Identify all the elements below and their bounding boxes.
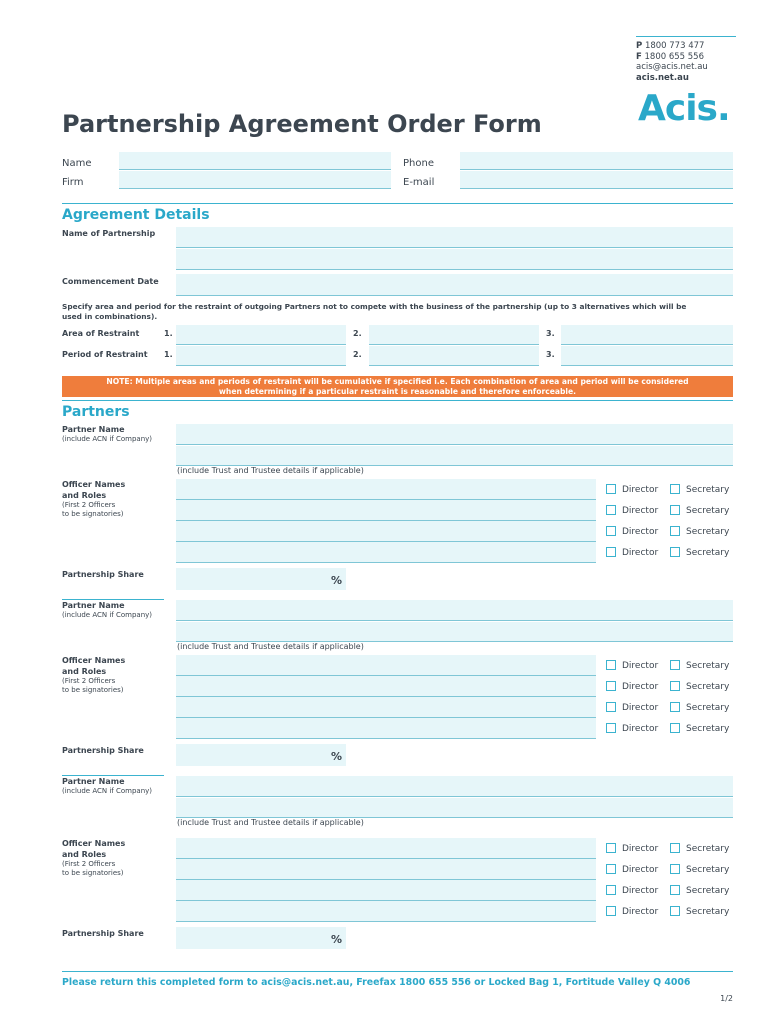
partner-name-label: Partner Name bbox=[62, 425, 125, 434]
officer-signatories-note-2: to be signatories) bbox=[62, 686, 124, 694]
period-number-3: 3. bbox=[546, 350, 555, 359]
footer-divider bbox=[62, 971, 733, 972]
note-line-2: when determining if a particular restraint is reasonable and therefore enforceable. bbox=[218, 386, 577, 396]
period-field-2[interactable] bbox=[369, 346, 539, 366]
officer-signatories-note-1: (First 2 Officers bbox=[62, 860, 116, 868]
firm-label: Firm bbox=[62, 177, 84, 188]
partner-name-field[interactable] bbox=[176, 798, 733, 818]
secretary-label: Secretary bbox=[686, 485, 730, 495]
trust-note: (include Trust and Trustee details if applicable) bbox=[177, 818, 364, 827]
area-number-1: 1. bbox=[164, 329, 173, 338]
officer-roles-label: and Roles bbox=[62, 491, 107, 500]
director-label: Director bbox=[622, 907, 659, 917]
section-divider bbox=[62, 400, 733, 401]
commencement-date-label: Commencement Date bbox=[62, 277, 159, 286]
contact-email[interactable]: acis@acis.net.au bbox=[636, 62, 708, 72]
include-acn-note: (include ACN if Company) bbox=[62, 435, 152, 443]
officer-field[interactable] bbox=[176, 697, 596, 718]
secretary-checkbox[interactable] bbox=[670, 906, 680, 916]
email-field[interactable] bbox=[460, 171, 733, 189]
partners-heading: Partners bbox=[62, 404, 130, 420]
secretary-checkbox[interactable] bbox=[670, 547, 680, 557]
restraint-instructions-line2: used in combinations). bbox=[62, 312, 158, 321]
partner-name-field[interactable] bbox=[176, 776, 733, 797]
email-label: E-mail bbox=[403, 177, 435, 188]
partnership-share-field[interactable] bbox=[176, 927, 346, 949]
officer-signatories-note-2: to be signatories) bbox=[62, 510, 124, 518]
officer-names-label: Officer Names bbox=[62, 480, 126, 489]
area-field-3[interactable] bbox=[561, 325, 733, 345]
director-label: Director bbox=[622, 661, 659, 671]
acis-logo: Acis. bbox=[638, 88, 730, 129]
officer-field[interactable] bbox=[176, 859, 596, 880]
contact-phone bbox=[636, 41, 736, 52]
secretary-label: Secretary bbox=[686, 907, 730, 917]
phone-label: Phone bbox=[403, 158, 434, 169]
contact-fax bbox=[636, 52, 736, 63]
director-checkbox[interactable] bbox=[606, 660, 616, 670]
commencement-date-field[interactable] bbox=[176, 274, 733, 296]
partnership-name-field-2[interactable] bbox=[176, 249, 733, 270]
officer-field[interactable] bbox=[176, 880, 596, 901]
partner-name-label: Partner Name bbox=[62, 777, 125, 786]
director-checkbox[interactable] bbox=[606, 702, 616, 712]
officer-field[interactable] bbox=[176, 479, 596, 500]
officer-field[interactable] bbox=[176, 521, 596, 542]
note-line-1: NOTE: Multiple areas and periods of restraint will be cumulative if specified i.e. Each combination of area and period will be considered bbox=[106, 377, 689, 386]
area-field-1[interactable] bbox=[176, 325, 346, 345]
name-field[interactable] bbox=[119, 152, 391, 170]
director-label: Director bbox=[622, 682, 659, 692]
officer-field[interactable] bbox=[176, 901, 596, 922]
period-number-1: 1. bbox=[164, 350, 173, 359]
partner-name-label: Partner Name bbox=[62, 601, 125, 610]
fax-prefix: F bbox=[636, 51, 642, 62]
partner-name-field[interactable] bbox=[176, 622, 733, 642]
trust-note: (include Trust and Trustee details if applicable) bbox=[177, 642, 364, 651]
partnership-share-label: Partnership Share bbox=[62, 570, 144, 579]
secretary-label: Secretary bbox=[686, 886, 730, 896]
area-number-2: 2. bbox=[353, 329, 362, 338]
director-label: Director bbox=[622, 865, 659, 875]
partnership-share-field[interactable] bbox=[176, 568, 346, 590]
officer-signatories-note-1: (First 2 Officers bbox=[62, 677, 116, 685]
officer-roles-label: and Roles bbox=[62, 667, 107, 676]
trust-note: (include Trust and Trustee details if applicable) bbox=[177, 466, 364, 475]
secretary-checkbox[interactable] bbox=[670, 702, 680, 712]
officer-field[interactable] bbox=[176, 500, 596, 521]
secretary-checkbox[interactable] bbox=[670, 660, 680, 670]
partnership-share-label: Partnership Share bbox=[62, 746, 144, 755]
partnership-share-label: Partnership Share bbox=[62, 929, 144, 938]
name-label: Name bbox=[62, 158, 92, 169]
officer-field[interactable] bbox=[176, 838, 596, 859]
secretary-checkbox[interactable] bbox=[670, 885, 680, 895]
officer-field[interactable] bbox=[176, 718, 596, 739]
director-checkbox[interactable] bbox=[606, 885, 616, 895]
officer-roles-label: and Roles bbox=[62, 850, 107, 859]
return-instructions: Please return this completed form to acis@acis.net.au, Freefax 1800 655 556 or Locked Bag 1, Fortitude Valley Q 4006 bbox=[62, 977, 691, 988]
partnership-name-label: Name of Partnership bbox=[62, 229, 156, 238]
area-of-restraint-label: Area of Restraint bbox=[62, 329, 140, 338]
director-checkbox[interactable] bbox=[606, 547, 616, 557]
period-of-restraint-label: Period of Restraint bbox=[62, 350, 148, 359]
include-acn-note: (include ACN if Company) bbox=[62, 787, 152, 795]
director-label: Director bbox=[622, 886, 659, 896]
firm-field[interactable] bbox=[119, 171, 391, 189]
director-checkbox[interactable] bbox=[606, 843, 616, 853]
partner-name-field[interactable] bbox=[176, 424, 733, 445]
period-field-3[interactable] bbox=[561, 346, 733, 366]
secretary-checkbox[interactable] bbox=[670, 843, 680, 853]
director-label: Director bbox=[622, 703, 659, 713]
contact-phone-number: 1800 773 477 bbox=[644, 41, 705, 51]
officer-field[interactable] bbox=[176, 655, 596, 676]
percent-sign: % bbox=[331, 750, 343, 763]
secretary-label: Secretary bbox=[686, 865, 730, 875]
secretary-label: Secretary bbox=[686, 506, 730, 516]
agreement-heading: Agreement Details bbox=[62, 207, 210, 223]
officer-signatories-note-2: to be signatories) bbox=[62, 869, 124, 877]
secretary-checkbox[interactable] bbox=[670, 681, 680, 691]
partner-divider bbox=[62, 599, 164, 600]
director-label: Director bbox=[622, 724, 659, 734]
partnership-share-field[interactable] bbox=[176, 744, 346, 766]
secretary-label: Secretary bbox=[686, 527, 730, 537]
secretary-label: Secretary bbox=[686, 682, 730, 692]
section-divider bbox=[62, 203, 733, 204]
period-field-1[interactable] bbox=[176, 346, 346, 366]
partner-divider bbox=[62, 775, 164, 776]
officer-field[interactable] bbox=[176, 676, 596, 697]
director-checkbox[interactable] bbox=[606, 906, 616, 916]
page-number: 1/2 bbox=[720, 994, 733, 1003]
phone-prefix: P bbox=[636, 41, 643, 51]
secretary-checkbox[interactable] bbox=[670, 484, 680, 494]
contact-fax-number: 1800 655 556 bbox=[644, 51, 704, 62]
officer-names-label: Officer Names bbox=[62, 656, 126, 665]
director-checkbox[interactable] bbox=[606, 484, 616, 494]
secretary-label: Secretary bbox=[686, 724, 730, 734]
note-banner bbox=[62, 376, 733, 397]
period-number-2: 2. bbox=[353, 350, 362, 359]
partnership-name-field-1[interactable] bbox=[176, 227, 733, 248]
secretary-checkbox[interactable] bbox=[670, 526, 680, 536]
director-label: Director bbox=[622, 548, 659, 558]
contact-web[interactable]: acis.net.au bbox=[636, 72, 689, 83]
page-title: Partnership Agreement Order Form bbox=[62, 110, 542, 138]
partner-name-field[interactable] bbox=[176, 600, 733, 621]
officer-signatories-note-1: (First 2 Officers bbox=[62, 501, 116, 509]
secretary-checkbox[interactable] bbox=[670, 723, 680, 733]
include-acn-note: (include ACN if Company) bbox=[62, 611, 152, 619]
area-number-3: 3. bbox=[546, 329, 555, 338]
contact-block bbox=[636, 36, 736, 83]
partner-name-field[interactable] bbox=[176, 446, 733, 466]
phone-field[interactable] bbox=[460, 152, 733, 170]
director-checkbox[interactable] bbox=[606, 505, 616, 515]
secretary-checkbox[interactable] bbox=[670, 864, 680, 874]
director-label: Director bbox=[622, 485, 659, 495]
area-field-2[interactable] bbox=[369, 325, 539, 345]
director-checkbox[interactable] bbox=[606, 723, 616, 733]
director-checkbox[interactable] bbox=[606, 681, 616, 691]
percent-sign: % bbox=[331, 933, 343, 946]
director-checkbox[interactable] bbox=[606, 526, 616, 536]
officer-field[interactable] bbox=[176, 542, 596, 563]
director-label: Director bbox=[622, 527, 659, 537]
secretary-label: Secretary bbox=[686, 661, 730, 671]
secretary-label: Secretary bbox=[686, 844, 730, 854]
officer-names-label: Officer Names bbox=[62, 839, 126, 848]
secretary-checkbox[interactable] bbox=[670, 505, 680, 515]
secretary-label: Secretary bbox=[686, 703, 730, 713]
restraint-instructions-line1: Specify area and period for the restraint of outgoing Partners not to compete with the business of the partnership (up to 3 alternatives which will be bbox=[62, 302, 687, 311]
director-label: Director bbox=[622, 506, 659, 516]
director-label: Director bbox=[622, 844, 659, 854]
secretary-label: Secretary bbox=[686, 548, 730, 558]
director-checkbox[interactable] bbox=[606, 864, 616, 874]
percent-sign: % bbox=[331, 574, 343, 587]
